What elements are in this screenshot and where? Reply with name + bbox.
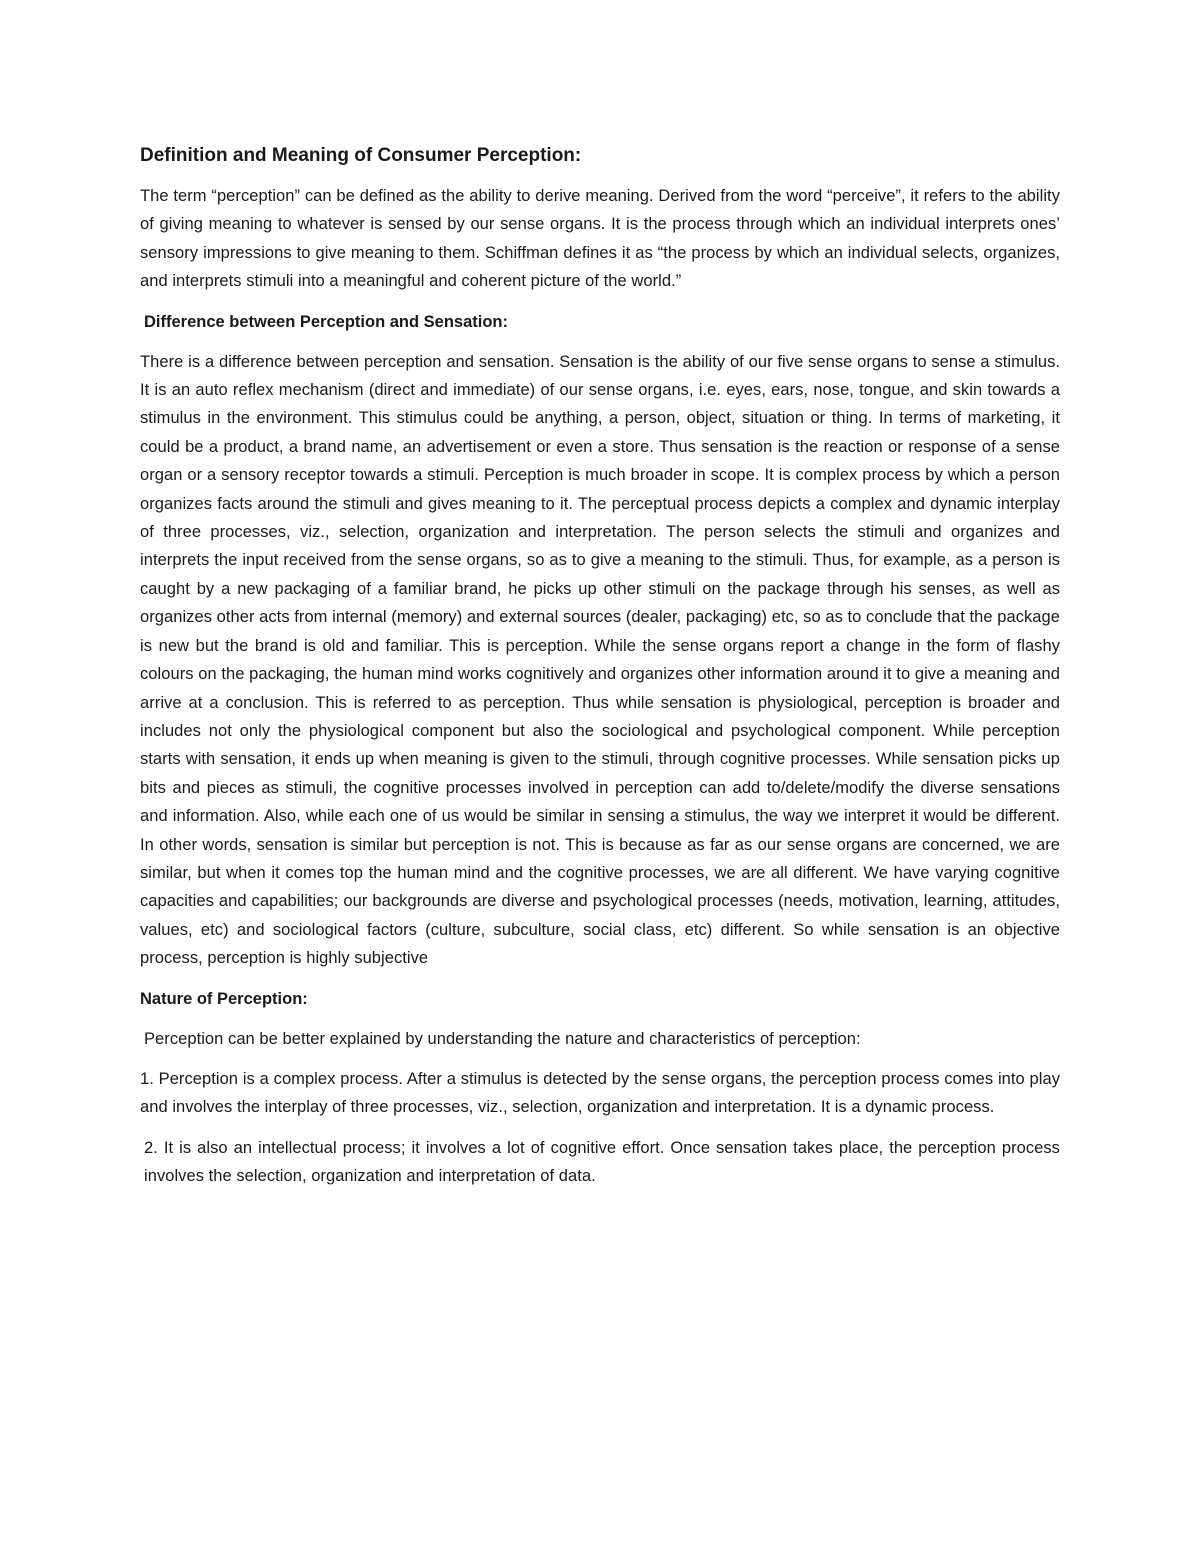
section-heading-nature: Nature of Perception: xyxy=(140,989,308,1008)
intro-paragraph: The term “perception” can be defined as the ability to derive meaning. Derived from the word “perceive”, it refers to the ability of giving meaning to whatever is sensed by our sense organs. It is the process through which an individual interprets ones’ sensory impressions to give meaning to them. Schiffman defines it as “the process by which an individual selects, organizes, and interprets stimuli into a meaningful and coherent picture of the world.” xyxy=(140,187,1060,291)
document-page xyxy=(140,142,1060,1203)
difference-paragraph: There is a difference between perception and sensation. Sensation is the ability of our five sense organs to sense a stimulus. It is an auto reflex mechanism (direct and immediate) of our sense organs, i.e. eyes, ears, nose, tongue, and skin towards a stimulus in the environment. This stimulus could be anything, a person, object, situation or thing. In terms of marketing, it could be a product, a brand name, an advertisement or even a store. Thus sensation is the reaction or response of a sense organ or a sensory receptor towards a stimuli. Perception is much broader in scope. It is complex process by which a person organizes facts around the stimuli and gives meaning to it. The perceptual process depicts a complex and dynamic interplay of three processes, viz., selection, organization and interpretation. The person selects the stimuli and organizes and interprets the input received from the sense organs, so as to give a meaning to the stimuli. Thus, for example, as a person is caught by a new packaging of a familiar brand, he picks up other stimuli on the package through his senses, as well as organizes other acts from internal (memory) and external sources (dealer, packaging) etc, so as to conclude that the package is new but the brand is old and familiar. This is perception. While the sense organs report a change in the form of flashy colours on the packaging, the human mind works cognitively and organizes other information around it to give a meaning and arrive at a conclusion. This is referred to as perception. Thus while sensation is physiological, perception is broader and includes not only the physiological component but also the sociological and psychological component. While perception starts with sensation, it ends up when meaning is given to the stimuli, through cognitive processes. While sensation picks up bits and pieces as stimuli, the cognitive processes involved in perception can add to/delete/modify the diverse sensations and information. Also, while each one of us would be similar in sensing a stimulus, the way we interpret it would be different. In other words, sensation is similar but perception is not. This is because as far as our sense organs are concerned, we are similar, but when it comes top the human mind and the cognitive processes, we are all different. We have varying cognitive capacities and capabilities; our backgrounds are diverse and psychological processes (needs, motivation, learning, attitudes, values, etc) and sociological factors (culture, subculture, social class, etc) different. So while sensation is an objective process, perception is highly subjective xyxy=(140,352,1060,968)
section-heading-difference: Difference between Perception and Sensation: xyxy=(144,312,508,331)
nature-intro-paragraph: Perception can be better explained by understanding the nature and characteristics of perception: xyxy=(144,1029,861,1048)
document-title: Definition and Meaning of Consumer Perception: xyxy=(140,145,582,166)
nature-point-2: 2. It is also an intellectual process; it involves a lot of cognitive effort. Once sensation takes place, the perception process involves the selection, organization and interpretation of data. xyxy=(144,1138,1060,1186)
nature-point-1: 1. Perception is a complex process. After a stimulus is detected by the sense organs, the perception process comes into play and involves the interplay of three processes, viz., selection, organization and interpretation. It is a dynamic process. xyxy=(140,1069,1060,1117)
